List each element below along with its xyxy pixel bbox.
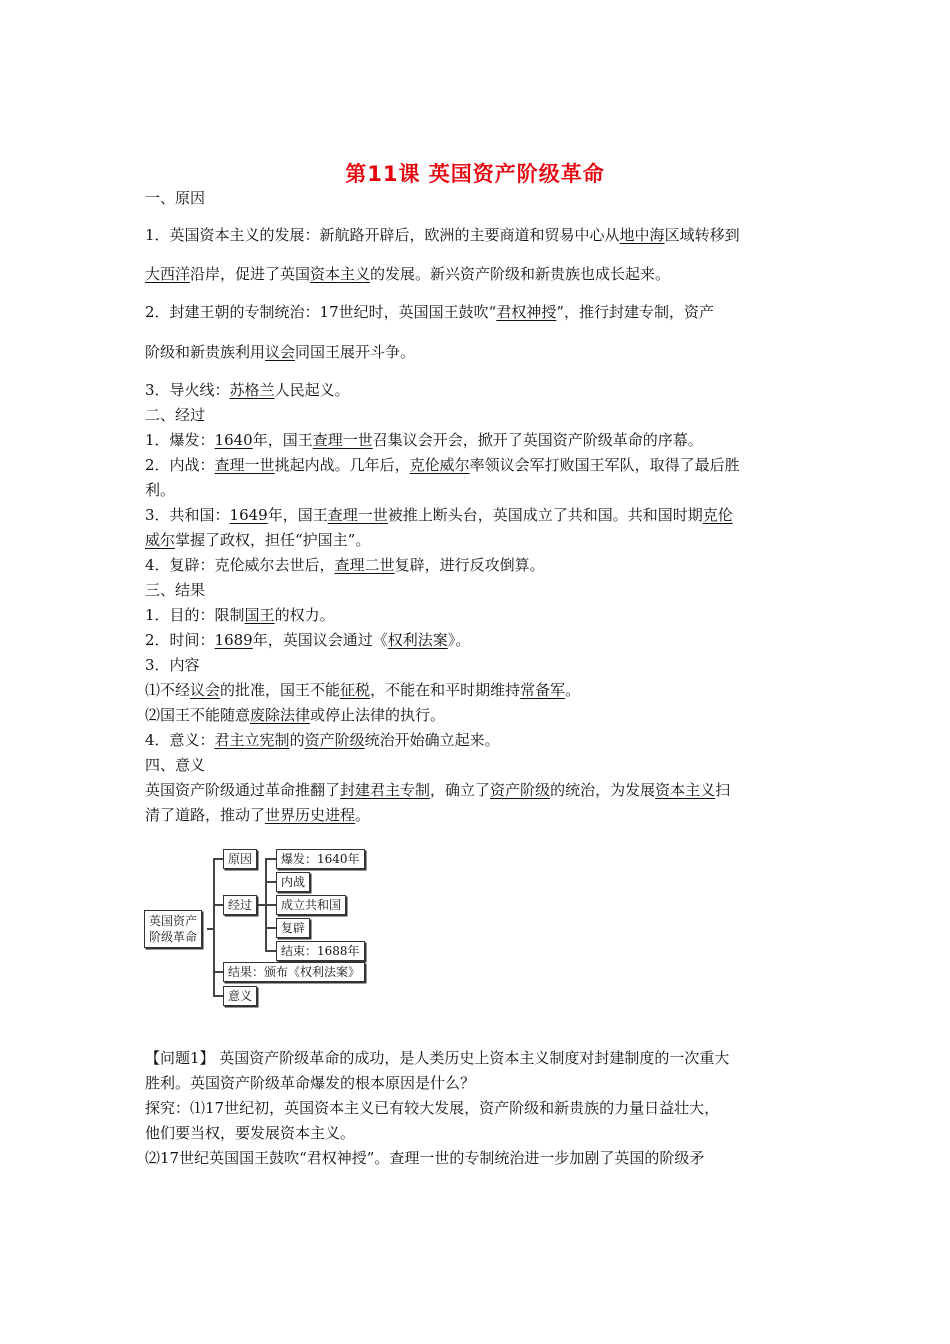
connector xyxy=(213,995,223,997)
paragraph: 阶级和新贵族利用议会同国王展开斗争。 xyxy=(145,343,416,361)
paragraph: 1．目的：限制国王的权力。 xyxy=(145,606,335,624)
connector xyxy=(213,971,223,973)
section-heading-significance: 四、意义 xyxy=(145,756,206,774)
paragraph: 1．爆发：1640年，国王查理一世召集议会开会，掀开了英国资产阶级革命的序幕。 xyxy=(145,431,703,449)
diagram-node-restoration: 复辟 xyxy=(276,918,310,938)
question-text: 胜利。英国资产阶级革命爆发的根本原因是什么？ xyxy=(145,1074,476,1092)
diagram-node-cause: 原因 xyxy=(223,849,257,869)
page-title: 第11课 英国资产阶级革命 xyxy=(345,162,605,186)
connector xyxy=(265,904,276,906)
paragraph: 清了道路，推动了世界历史进程。 xyxy=(145,806,371,824)
section-heading-causes: 一、原因 xyxy=(145,189,206,207)
diagram-node-republic: 成立共和国 xyxy=(276,895,346,915)
paragraph: 1．英国资本主义的发展：新航路开辟后，欧洲的主要商道和贸易中心从地中海区域转移到 xyxy=(145,226,740,244)
paragraph: 4．意义：君主立宪制的资产阶级统治开始确立起来。 xyxy=(145,731,500,749)
diagram-node-civil-war: 内战 xyxy=(276,872,310,892)
connector xyxy=(258,904,265,906)
section-heading-process: 二、经过 xyxy=(145,406,206,424)
paragraph: 2．封建王朝的专制统治：17世纪时，英国国王鼓吹“君权神授”，推行封建专制，资产 xyxy=(145,303,714,321)
knowledge-tree-diagram xyxy=(140,840,380,1010)
paragraph: 2．内战：查理一世挑起内战。几年后，克伦威尔率领议会军打败国王军队，取得了最后胜 xyxy=(145,456,740,474)
paragraph: 大西洋沿岸，促进了英国资本主义的发展。新兴资产阶级和新贵族也成长起来。 xyxy=(145,265,671,283)
paragraph: 3．内容 xyxy=(145,656,200,674)
connector xyxy=(213,858,215,995)
paragraph: 3．导火线：苏格兰人民起义。 xyxy=(145,381,350,399)
question-text: 【问题1】 英国资产阶级革命的成功，是人类历史上资本主义制度对封建制度的一次重大 xyxy=(145,1049,730,1067)
connector xyxy=(265,927,276,929)
paragraph: ⑵国王不能随意废除法律或停止法律的执行。 xyxy=(145,706,446,724)
diagram-node-result: 结果：颁布《权利法案》 xyxy=(223,962,365,982)
paragraph: ⑴不经议会的批准，国王不能征税，不能在和平时期维持常备军。 xyxy=(145,681,581,699)
paragraph: 英国资产阶级通过革命推翻了封建君主专制，确立了资产阶级的统治，为发展资本主义扫 xyxy=(145,781,731,799)
paragraph: 利。 xyxy=(145,481,176,499)
diagram-node-outbreak: 爆发：1640年 xyxy=(276,849,365,869)
connector xyxy=(265,881,276,883)
exploration-text: 探究：⑴17世纪初，英国资本主义已有较大发展，资产阶级和新贵族的力量日益壮大， xyxy=(145,1099,720,1117)
connector xyxy=(213,858,223,860)
paragraph: 3．共和国：1649年，国王查理一世被推上断头台，英国成立了共和国。共和国时期克伦 xyxy=(145,506,733,524)
section-heading-result: 三、结果 xyxy=(145,581,206,599)
paragraph: 威尔掌握了政权，担任“护国主”。 xyxy=(145,531,371,549)
exploration-text: 他们要当权，要发展资本主义。 xyxy=(145,1124,356,1142)
exploration-text: ⑵17世纪英国国王鼓吹“君权神授”。查理一世的专制统治进一步加剧了英国的阶级矛 xyxy=(145,1149,705,1167)
paragraph: 2．时间：1689年，英国议会通过《权利法案》。 xyxy=(145,631,471,649)
diagram-node-end: 结束：1688年 xyxy=(276,941,365,961)
connector xyxy=(265,858,276,860)
diagram-node-significance: 意义 xyxy=(223,986,257,1006)
connector xyxy=(213,904,223,906)
diagram-root-node: 英国资产 阶级革命 xyxy=(144,910,202,948)
connector xyxy=(265,950,276,952)
diagram-node-process: 经过 xyxy=(223,895,257,915)
paragraph: 4．复辟：克伦威尔去世后，查理二世复辟，进行反攻倒算。 xyxy=(145,556,545,574)
